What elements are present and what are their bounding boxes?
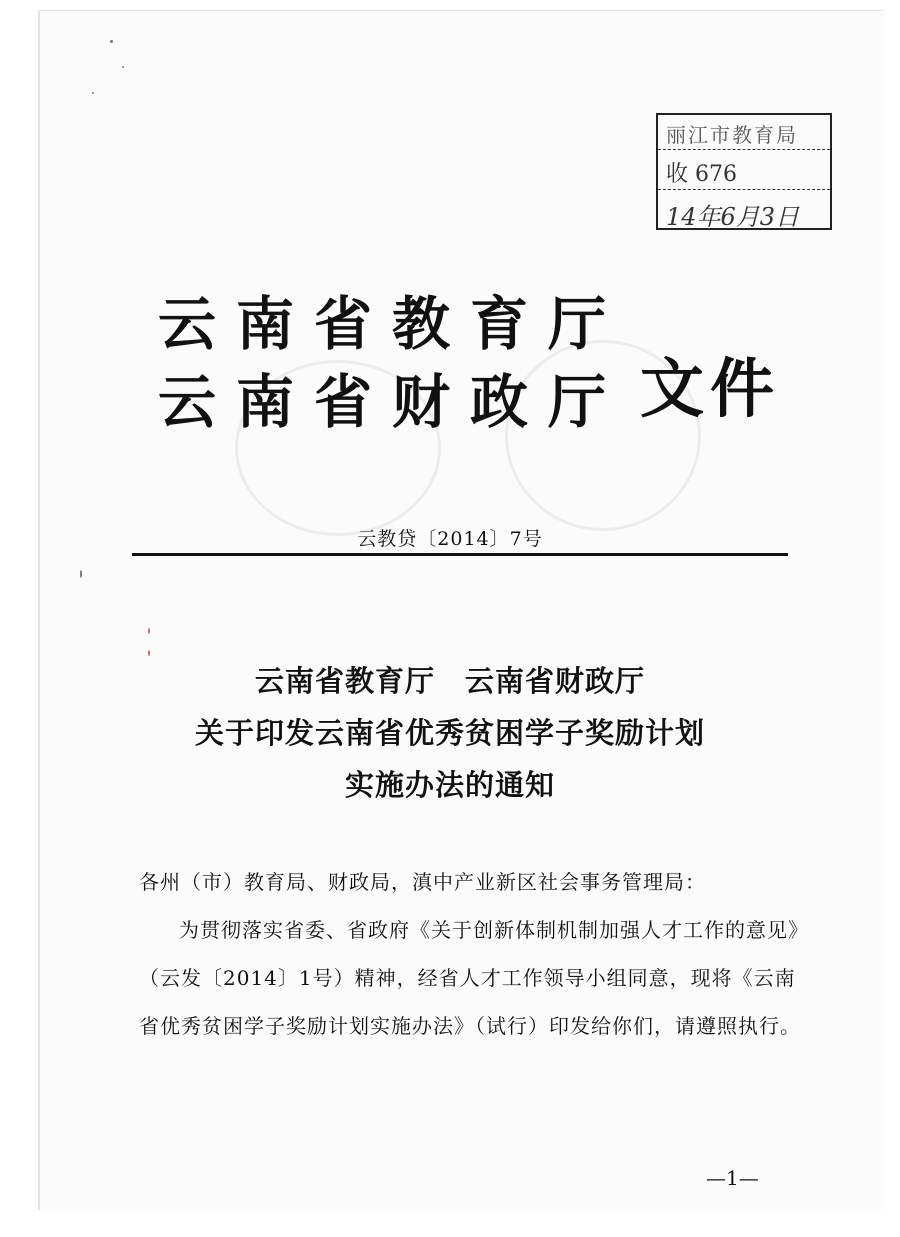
- scan-speck: [148, 650, 150, 656]
- title-line-3: 实施办法的通知: [344, 768, 555, 802]
- body-paragraph: 为贯彻落实省委、省政府《关于创新体制机制加强人才工作的意见》（云发〔2014〕1号）精神，经省人才工作领导小组同意，现将《云南省优秀贫困学子奖励计划实施办法》（试行）印发给你们，请遵照执行。: [139, 918, 801, 1038]
- header-rule: [132, 553, 788, 556]
- issuer-education: 云南省教育厅: [158, 290, 627, 358]
- stamp-receipt-number: 收 676: [666, 162, 737, 187]
- page-number: —1—: [706, 1166, 759, 1190]
- receipt-stamp: [656, 113, 832, 230]
- paper-edge: [38, 10, 40, 1210]
- document-type: 文件: [640, 352, 780, 427]
- scan-speck: [110, 40, 113, 43]
- scan-speck: [148, 628, 150, 634]
- document-header: [158, 285, 626, 441]
- scan-speck: [92, 92, 94, 94]
- title-line-2: 关于印发云南省优秀贫困学子奖励计划: [194, 716, 705, 750]
- paper-edge-top: [38, 10, 884, 11]
- document-number: 云教贷〔2014〕7号: [357, 528, 543, 550]
- scan-speck: [122, 66, 124, 68]
- title-line-1: 云南省教育厅 云南省财政厅: [254, 664, 645, 698]
- scan-speck: [80, 570, 82, 578]
- stamp-date: 14年6月3日: [666, 203, 800, 231]
- stamp-office: 丽江市教育局: [666, 123, 798, 147]
- notice-title: [0, 655, 900, 811]
- salutation: 各州（市）教育局、财政局，滇中产业新区社会事务管理局：: [139, 870, 706, 894]
- issuer-finance: 云南省财政厅: [158, 368, 627, 436]
- notice-body: [139, 858, 804, 1050]
